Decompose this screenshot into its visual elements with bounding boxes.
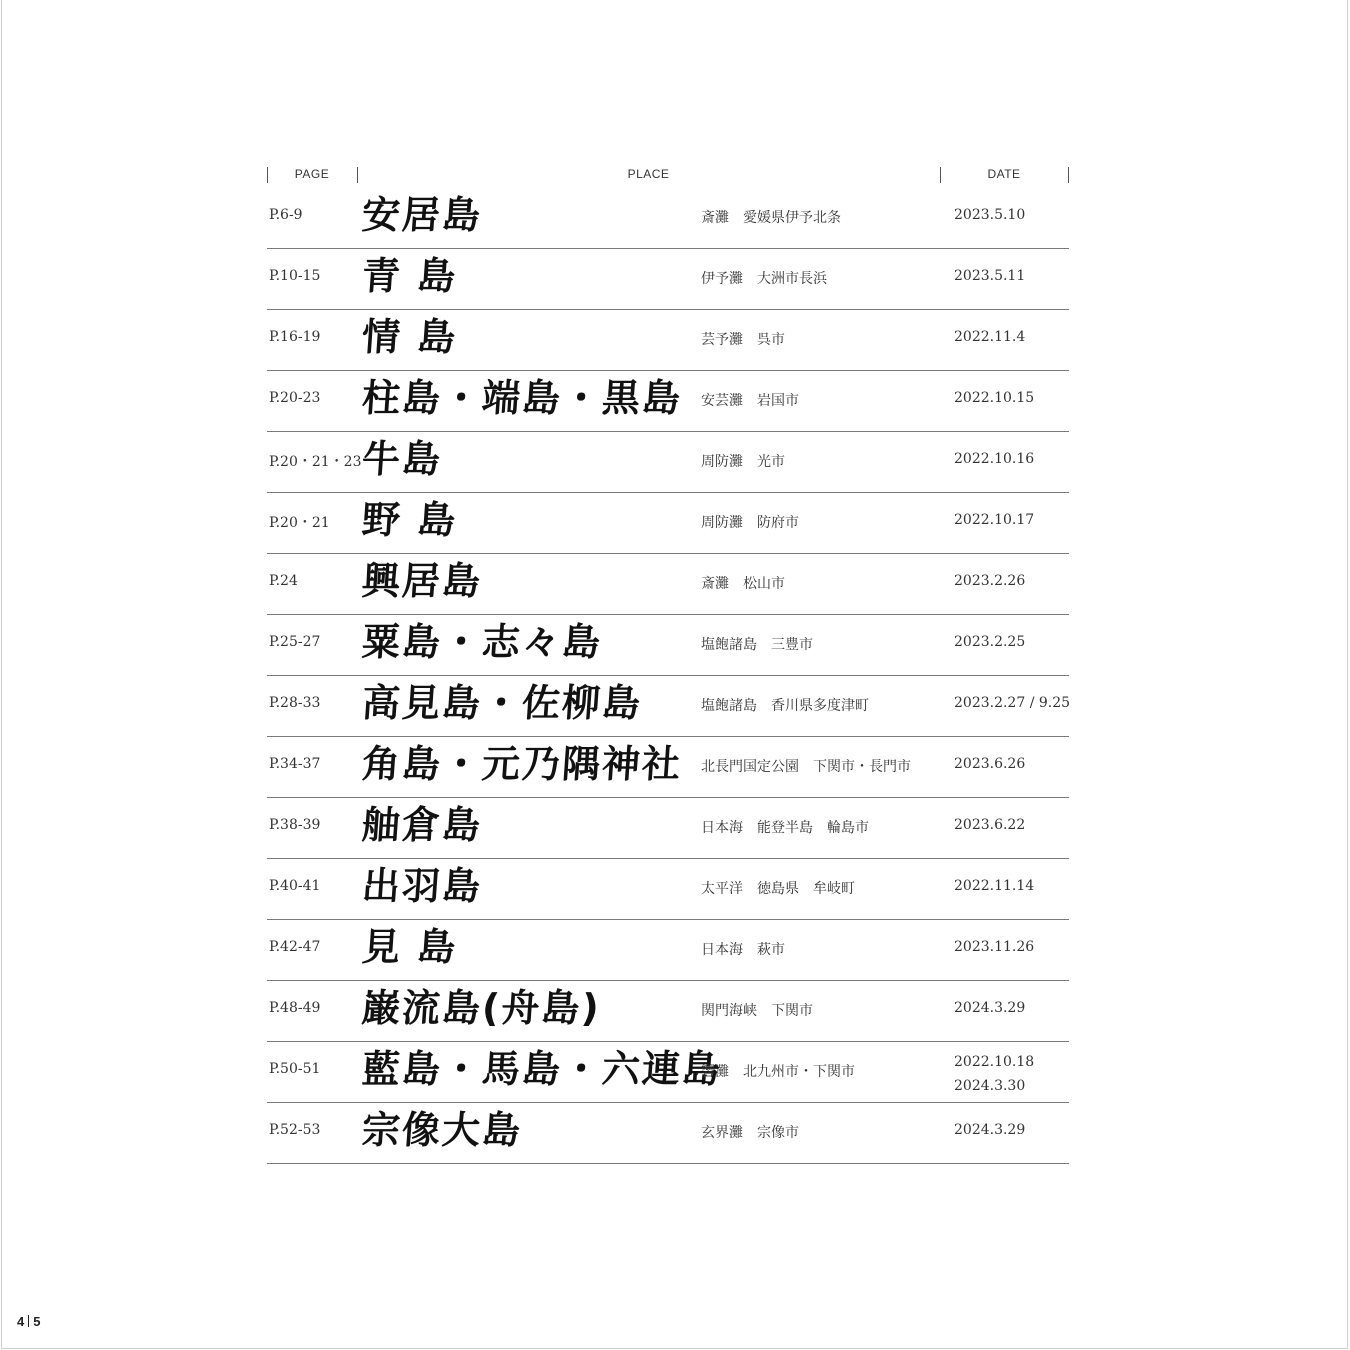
island-name: 見 島 [360, 925, 459, 969]
folio-left-page: 4 [17, 1314, 25, 1329]
region: 日本海 能登半島 輪島市 [701, 820, 869, 836]
visit-date: 2022.10.15 [954, 390, 1035, 406]
region: 安芸灘 岩国市 [701, 393, 799, 409]
region: 周防灘 光市 [701, 454, 785, 470]
page-folio [17, 1314, 40, 1329]
page-reference: P.28-33 [269, 695, 321, 711]
island-name: 興居島 [360, 559, 484, 603]
island-name: 出羽島 [360, 864, 484, 908]
visit-date: 2023.2.26 [954, 573, 1026, 589]
island-name: 角島・元乃隅神社 [360, 742, 684, 786]
table-of-contents [267, 160, 1069, 1164]
visit-date: 2022.10.17 [954, 512, 1035, 528]
visit-date: 2024.3.29 [954, 1000, 1026, 1016]
toc-rows [267, 188, 1069, 1164]
table-header [267, 160, 1069, 188]
table-row [267, 615, 1069, 676]
island-name: 舳倉島 [360, 803, 484, 847]
table-row [267, 249, 1069, 310]
page-reference: P.24 [269, 573, 298, 589]
table-row [267, 737, 1069, 798]
page-reference: P.16-19 [269, 329, 321, 345]
page-reference: P.40-41 [269, 878, 321, 894]
island-name: 野 島 [360, 498, 459, 542]
page-reference: P.38-39 [269, 817, 321, 833]
table-row [267, 371, 1069, 432]
region: 関門海峡 下関市 [701, 1003, 813, 1019]
page-reference: P.20・21・23 [269, 454, 362, 470]
region: 日本海 萩市 [701, 942, 785, 958]
visit-date: 2023.5.10 [954, 207, 1026, 223]
header-divider [1068, 167, 1069, 183]
island-name: 安居島 [360, 193, 484, 237]
page-reference: P.6-9 [269, 207, 303, 223]
table-row [267, 920, 1069, 981]
page-reference: P.48-49 [269, 1000, 321, 1016]
region: 玄界灘 宗像市 [701, 1125, 799, 1141]
island-name: 高見島・佐柳島 [360, 681, 644, 725]
island-name: 粟島・志々島 [360, 620, 604, 664]
page-reference: P.34-37 [269, 756, 321, 772]
island-name: 情 島 [360, 315, 459, 359]
island-name: 巌流島(舟島) [360, 986, 603, 1030]
region: 北長門国定公園 下関市・長門市 [701, 759, 911, 775]
table-row [267, 554, 1069, 615]
island-name: 青 島 [360, 254, 459, 298]
visit-date: 2023.6.22 [954, 817, 1026, 833]
page-reference: P.20-23 [269, 390, 321, 406]
visit-date: 2023.2.27 / 9.25 [954, 695, 1071, 711]
table-row [267, 493, 1069, 554]
table-row [267, 1042, 1069, 1103]
island-name: 柱島・端島・黒島 [360, 376, 684, 420]
island-name: 牛島 [360, 437, 444, 481]
island-name: 藍島・馬島・六連島 [360, 1047, 724, 1091]
header-page: PAGE [294, 167, 330, 181]
page-reference: P.10-15 [269, 268, 321, 284]
header-place: PLACE [627, 167, 670, 181]
visit-date: 2022.10.18 [954, 1054, 1035, 1070]
page-reference: P.50-51 [269, 1061, 321, 1077]
visit-date: 2022.10.16 [954, 451, 1035, 467]
island-name: 宗像大島 [360, 1108, 524, 1152]
region: 芸予灘 呉市 [701, 332, 785, 348]
region: 塩飽諸島 三豊市 [701, 637, 813, 653]
page-reference: P.20・21 [269, 515, 330, 531]
table-row [267, 859, 1069, 920]
visit-date: 2022.11.14 [954, 878, 1035, 894]
table-row [267, 310, 1069, 371]
region: 太平洋 徳島県 牟岐町 [701, 881, 855, 897]
table-row [267, 1103, 1069, 1164]
page-reference: P.42-47 [269, 939, 321, 955]
folio-right-page: 5 [33, 1314, 41, 1329]
visit-date: 2023.11.26 [954, 939, 1035, 955]
table-row [267, 798, 1069, 859]
visit-date: 2023.6.26 [954, 756, 1026, 772]
visit-dates [954, 1050, 1034, 1098]
region: 斎灘 松山市 [701, 576, 785, 592]
visit-date: 2023.2.25 [954, 634, 1026, 650]
table-row [267, 432, 1069, 493]
page-reference: P.52-53 [269, 1122, 321, 1138]
folio-separator [28, 1315, 29, 1327]
region: 斎灘 愛媛県伊予北条 [701, 210, 841, 226]
table-row [267, 676, 1069, 737]
visit-date: 2022.11.4 [954, 329, 1026, 345]
region: 周防灘 防府市 [701, 515, 799, 531]
region: 塩飽諸島 香川県多度津町 [701, 698, 869, 714]
visit-date: 2023.5.11 [954, 268, 1026, 284]
page-reference: P.25-27 [269, 634, 321, 650]
visit-date: 2024.3.29 [954, 1122, 1026, 1138]
header-date: DATE [987, 167, 1021, 181]
region: 伊予灘 大洲市長浜 [701, 271, 827, 287]
visit-date-second: 2024.3.30 [954, 1078, 1026, 1094]
table-row [267, 188, 1069, 249]
table-row [267, 981, 1069, 1042]
region: 響灘 北九州市・下関市 [701, 1064, 855, 1080]
